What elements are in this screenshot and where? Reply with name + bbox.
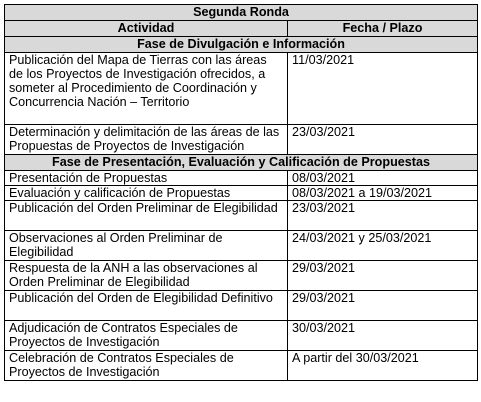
date-cell: 24/03/2021 y 25/03/2021 <box>288 231 478 261</box>
date-cell: 11/03/2021 <box>288 53 478 125</box>
activity-cell: Evaluación y calificación de Propuestas <box>5 186 288 201</box>
schedule-table <box>4 4 478 381</box>
table-row <box>5 201 478 231</box>
table-row <box>5 351 478 381</box>
table-row <box>5 231 478 261</box>
column-header-date: Fecha / Plazo <box>288 21 478 37</box>
activity-cell: Publicación del Mapa de Tierras con las áreas de los Proyectos de Investigación ofrecidos, a someter al Procedimiento de Coordinación y Concurrencia Nación – Territorio <box>5 53 288 125</box>
table-row <box>5 125 478 155</box>
activity-cell: Observaciones al Orden Preliminar de Elegibilidad <box>5 231 288 261</box>
activity-cell: Presentación de Propuestas <box>5 171 288 186</box>
activity-cell: Respuesta de la ANH a las observaciones al Orden Preliminar de Elegibilidad <box>5 261 288 291</box>
activity-cell: Celebración de Contratos Especiales de Proyectos de Investigación <box>5 351 288 381</box>
table-row <box>5 291 478 321</box>
date-cell: 23/03/2021 <box>288 201 478 231</box>
date-cell: 23/03/2021 <box>288 125 478 155</box>
table-row <box>5 171 478 186</box>
date-cell: 08/03/2021 <box>288 171 478 186</box>
date-cell: 30/03/2021 <box>288 321 478 351</box>
column-header-activity: Actividad <box>5 21 288 37</box>
activity-cell: Publicación del Orden Preliminar de Elegibilidad <box>5 201 288 231</box>
date-cell: 08/03/2021 a 19/03/2021 <box>288 186 478 201</box>
activity-cell: Adjudicación de Contratos Especiales de Proyectos de Investigación <box>5 321 288 351</box>
table-title: Segunda Ronda <box>5 5 478 21</box>
date-cell: 29/03/2021 <box>288 291 478 321</box>
table-row <box>5 186 478 201</box>
phase-header-divulgacion: Fase de Divulgación e Información <box>5 37 478 53</box>
activity-cell: Publicación del Orden de Elegibilidad Definitivo <box>5 291 288 321</box>
activity-cell: Determinación y delimitación de las áreas de las Propuestas de Proyectos de Investigación <box>5 125 288 155</box>
date-cell: 29/03/2021 <box>288 261 478 291</box>
date-cell: A partir del 30/03/2021 <box>288 351 478 381</box>
table-row <box>5 261 478 291</box>
phase-header-presentacion: Fase de Presentación, Evaluación y Calificación de Propuestas <box>5 155 478 171</box>
table-row <box>5 321 478 351</box>
table-row <box>5 53 478 125</box>
